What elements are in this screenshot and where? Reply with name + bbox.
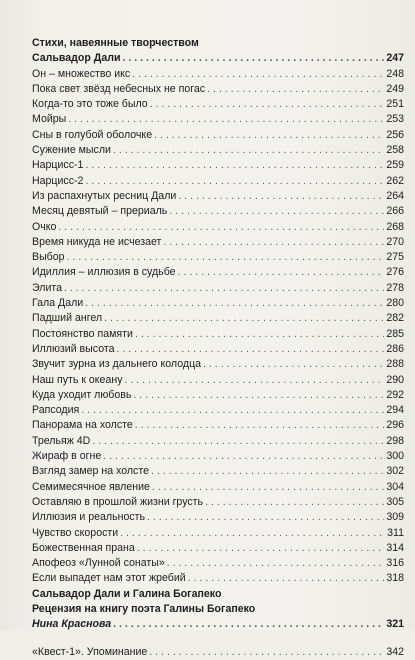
dot-leader — [113, 143, 384, 158]
dot-leader — [133, 388, 384, 403]
toc-entry-page: 268 — [386, 220, 404, 233]
dot-leader — [113, 617, 384, 632]
toc-entry[interactable] — [32, 311, 404, 326]
dot-leader — [64, 281, 384, 296]
toc-entry-page: 264 — [386, 189, 404, 202]
toc-entry-title: Мойры — [32, 113, 67, 126]
toc-entry-title: Звучит зурна из дальнего колодца — [32, 358, 202, 371]
dot-leader — [207, 82, 384, 97]
toc-entry[interactable] — [32, 158, 404, 173]
toc-entry-title: Взгляд замер на холсте — [32, 465, 149, 478]
toc-entries — [32, 51, 404, 632]
toc-entry[interactable] — [32, 174, 404, 189]
dot-leader — [58, 220, 384, 235]
toc-entry[interactable] — [32, 510, 404, 525]
toc-entry[interactable] — [32, 418, 404, 433]
toc-entry[interactable] — [32, 327, 404, 342]
toc-entry-title: Идиллия – иллюзия в судьбе — [32, 266, 176, 279]
toc-entry-title: Нарцисс-2 — [32, 174, 84, 187]
toc-entry-page: 302 — [386, 465, 404, 478]
toc-entry-page: 285 — [386, 327, 404, 340]
dot-leader — [135, 327, 384, 342]
toc-entry[interactable] — [32, 235, 404, 250]
toc-entry-title: Месяц девятый – прериаль — [32, 205, 168, 218]
toc-entry[interactable] — [32, 434, 404, 449]
toc-entry-title: Рапсодия — [32, 404, 80, 417]
dot-leader — [67, 250, 384, 265]
toc-entry[interactable] — [32, 97, 404, 112]
toc-entry-title: Сальвадор Дали — [32, 52, 121, 65]
toc-entry-title: Жираф в огне — [32, 450, 102, 463]
toc-entry-page: 304 — [386, 480, 404, 493]
toc-entry[interactable] — [32, 449, 404, 464]
section-title — [32, 36, 404, 51]
toc-entry[interactable] — [32, 373, 404, 388]
toc-entry-page: 278 — [386, 281, 404, 294]
toc-entry-page: 248 — [386, 67, 404, 80]
toc-entry-title: Наш путь к океану — [32, 373, 123, 386]
dot-leader — [85, 158, 384, 173]
toc-entry-page: 249 — [386, 82, 404, 95]
dot-leader — [178, 189, 384, 204]
toc-entry-page: 292 — [386, 388, 404, 401]
dot-leader — [81, 403, 384, 418]
toc-entry-page: 266 — [386, 205, 404, 218]
dot-leader — [132, 67, 384, 82]
toc-entry[interactable] — [32, 128, 404, 143]
toc-entry-page: 280 — [386, 297, 404, 310]
table-of-contents — [32, 36, 404, 660]
toc-entry[interactable] — [32, 403, 404, 418]
toc-entry-title: Панорама на холсте — [32, 419, 133, 432]
toc-entry-title: Время никуда не исчезает — [32, 235, 162, 248]
toc-entry[interactable] — [32, 388, 404, 403]
dot-leader — [163, 235, 384, 250]
toc-entry-title: Куда уходит любовь — [32, 388, 132, 401]
toc-entry-page: 276 — [386, 266, 404, 279]
toc-entry-page: 282 — [386, 312, 404, 325]
toc-entry[interactable] — [32, 296, 404, 311]
toc-entry-page: 288 — [386, 358, 404, 371]
toc-entry-page: 256 — [386, 128, 404, 141]
dot-leader — [169, 204, 384, 219]
dot-leader — [120, 526, 384, 541]
dot-leader — [150, 97, 384, 112]
dot-leader — [68, 112, 384, 127]
toc-entry-title: Сны в голубой оболочке — [32, 128, 153, 141]
toc-entry-title: Нина Краснова — [32, 618, 112, 631]
dot-leader — [205, 495, 384, 510]
toc-entry-title: Нарцисс-1 — [32, 159, 84, 172]
toc-entry[interactable] — [32, 480, 404, 495]
toc-entry-title: Когда-то это тоже было — [32, 98, 148, 111]
dot-leader — [135, 418, 384, 433]
dot-leader — [137, 541, 384, 556]
toc-entry-title: Он – множество икс — [32, 67, 131, 80]
toc-entry-page: 311 — [387, 526, 404, 539]
toc-entry[interactable] — [32, 265, 404, 280]
toc-entry-page: 300 — [386, 450, 404, 463]
toc-entry-page: 247 — [386, 52, 404, 65]
toc-entry-page: 290 — [386, 373, 404, 386]
toc-entry-title: Выбор — [32, 251, 65, 264]
dot-leader — [167, 556, 384, 571]
dot-leader — [85, 174, 384, 189]
dot-leader — [122, 51, 384, 66]
dot-leader — [149, 645, 384, 660]
toc-entry[interactable] — [32, 571, 404, 586]
toc-entry[interactable] — [32, 617, 404, 632]
toc-entry[interactable] — [32, 556, 404, 571]
dot-leader — [178, 265, 384, 280]
toc-entry-title: Пока свет звёзд небесных не погас — [32, 82, 206, 95]
toc-entry-page: 321 — [386, 618, 404, 631]
toc-entry[interactable] — [32, 204, 404, 219]
toc-entry-page: 342 — [386, 645, 404, 658]
toc-entry-title: Апофеоз «Лунной сонаты» — [32, 557, 165, 570]
toc-entry-page: 275 — [386, 251, 404, 264]
toc-footer-entry[interactable] — [32, 645, 404, 660]
toc-entry[interactable] — [32, 189, 404, 204]
toc-entry[interactable] — [32, 143, 404, 158]
toc-entry-title: «Квест-1». Упоминание — [32, 645, 148, 658]
toc-entry[interactable] — [32, 67, 404, 82]
toc-entry-page: 258 — [386, 144, 404, 157]
dot-leader — [92, 434, 384, 449]
toc-entry[interactable] — [32, 220, 404, 235]
toc-entry-title: Постоянство памяти — [32, 327, 133, 340]
dot-leader — [188, 571, 384, 586]
toc-entry-title: Иллюзий высота — [32, 342, 115, 355]
toc-entry-page: 318 — [386, 572, 404, 585]
toc-entry[interactable] — [32, 250, 404, 265]
toc-entry[interactable] — [32, 602, 404, 617]
toc-entry-title: Иллюзия и реальность — [32, 511, 146, 524]
toc-entry-title: Божественная прана — [32, 541, 135, 554]
toc-entry-page: 259 — [386, 159, 404, 172]
toc-entry-title: Сужение мысли — [32, 144, 111, 157]
toc-entry-page: 270 — [386, 235, 404, 248]
toc-entry[interactable] — [32, 281, 404, 296]
dot-leader — [104, 311, 384, 326]
toc-entry[interactable] — [32, 342, 404, 357]
dot-leader — [125, 373, 385, 388]
toc-entry-title: Падший ангел — [32, 312, 103, 325]
toc-entry-page: 251 — [386, 98, 404, 111]
dot-leader — [151, 464, 384, 479]
toc-entry-page: 298 — [386, 434, 404, 447]
toc-entry-title: Сальвадор Дали и Галина Богапеко — [32, 587, 222, 600]
dot-leader — [103, 449, 384, 464]
toc-entry-title: Семимесячное явление — [32, 480, 150, 493]
toc-entry-title: Трельяж 4D — [32, 434, 91, 447]
toc-entry[interactable] — [32, 464, 404, 479]
toc-entry-page: 294 — [386, 404, 404, 417]
toc-entry-title: Элита — [32, 281, 62, 294]
dot-leader — [85, 296, 384, 311]
toc-entry[interactable] — [32, 51, 404, 66]
toc-entry[interactable] — [32, 112, 404, 127]
toc-entry-title: Чувство скорости — [32, 526, 119, 539]
section-title-text: Стихи, навеянные творчеством — [32, 37, 199, 49]
dot-leader — [203, 357, 384, 372]
toc-entry-page: 262 — [386, 174, 404, 187]
toc-entry-page: 296 — [386, 419, 404, 432]
toc-entry-title: Гала Дали — [32, 297, 84, 310]
toc-entry-title: Очко — [32, 220, 57, 233]
toc-entry-page: 286 — [386, 342, 404, 355]
toc-entry-page: 305 — [386, 495, 404, 508]
toc-entry[interactable] — [32, 495, 404, 510]
toc-entry-page: 253 — [386, 113, 404, 126]
toc-entry-title: Если выпадет нам этот жребий — [32, 572, 186, 585]
toc-entry[interactable] — [32, 541, 404, 556]
toc-entry-page: 316 — [386, 557, 404, 570]
toc-entry-page: 309 — [386, 511, 404, 524]
toc-entry[interactable] — [32, 82, 404, 97]
toc-entry-title: Рецензия на книгу поэта Галины Богапеко — [32, 602, 256, 615]
dot-leader — [154, 128, 384, 143]
toc-entry[interactable] — [32, 526, 404, 541]
toc-entry-title: Из распахнутых ресниц Дали — [32, 189, 177, 202]
toc-entry[interactable] — [32, 357, 404, 372]
toc-entry-title: Оставляю в прошлой жизни грусть — [32, 495, 204, 508]
dot-leader — [117, 342, 385, 357]
toc-entry-page: 314 — [386, 541, 404, 554]
dot-leader — [152, 480, 384, 495]
toc-entry[interactable] — [32, 587, 404, 602]
spacer — [32, 633, 404, 645]
dot-leader — [147, 510, 384, 525]
